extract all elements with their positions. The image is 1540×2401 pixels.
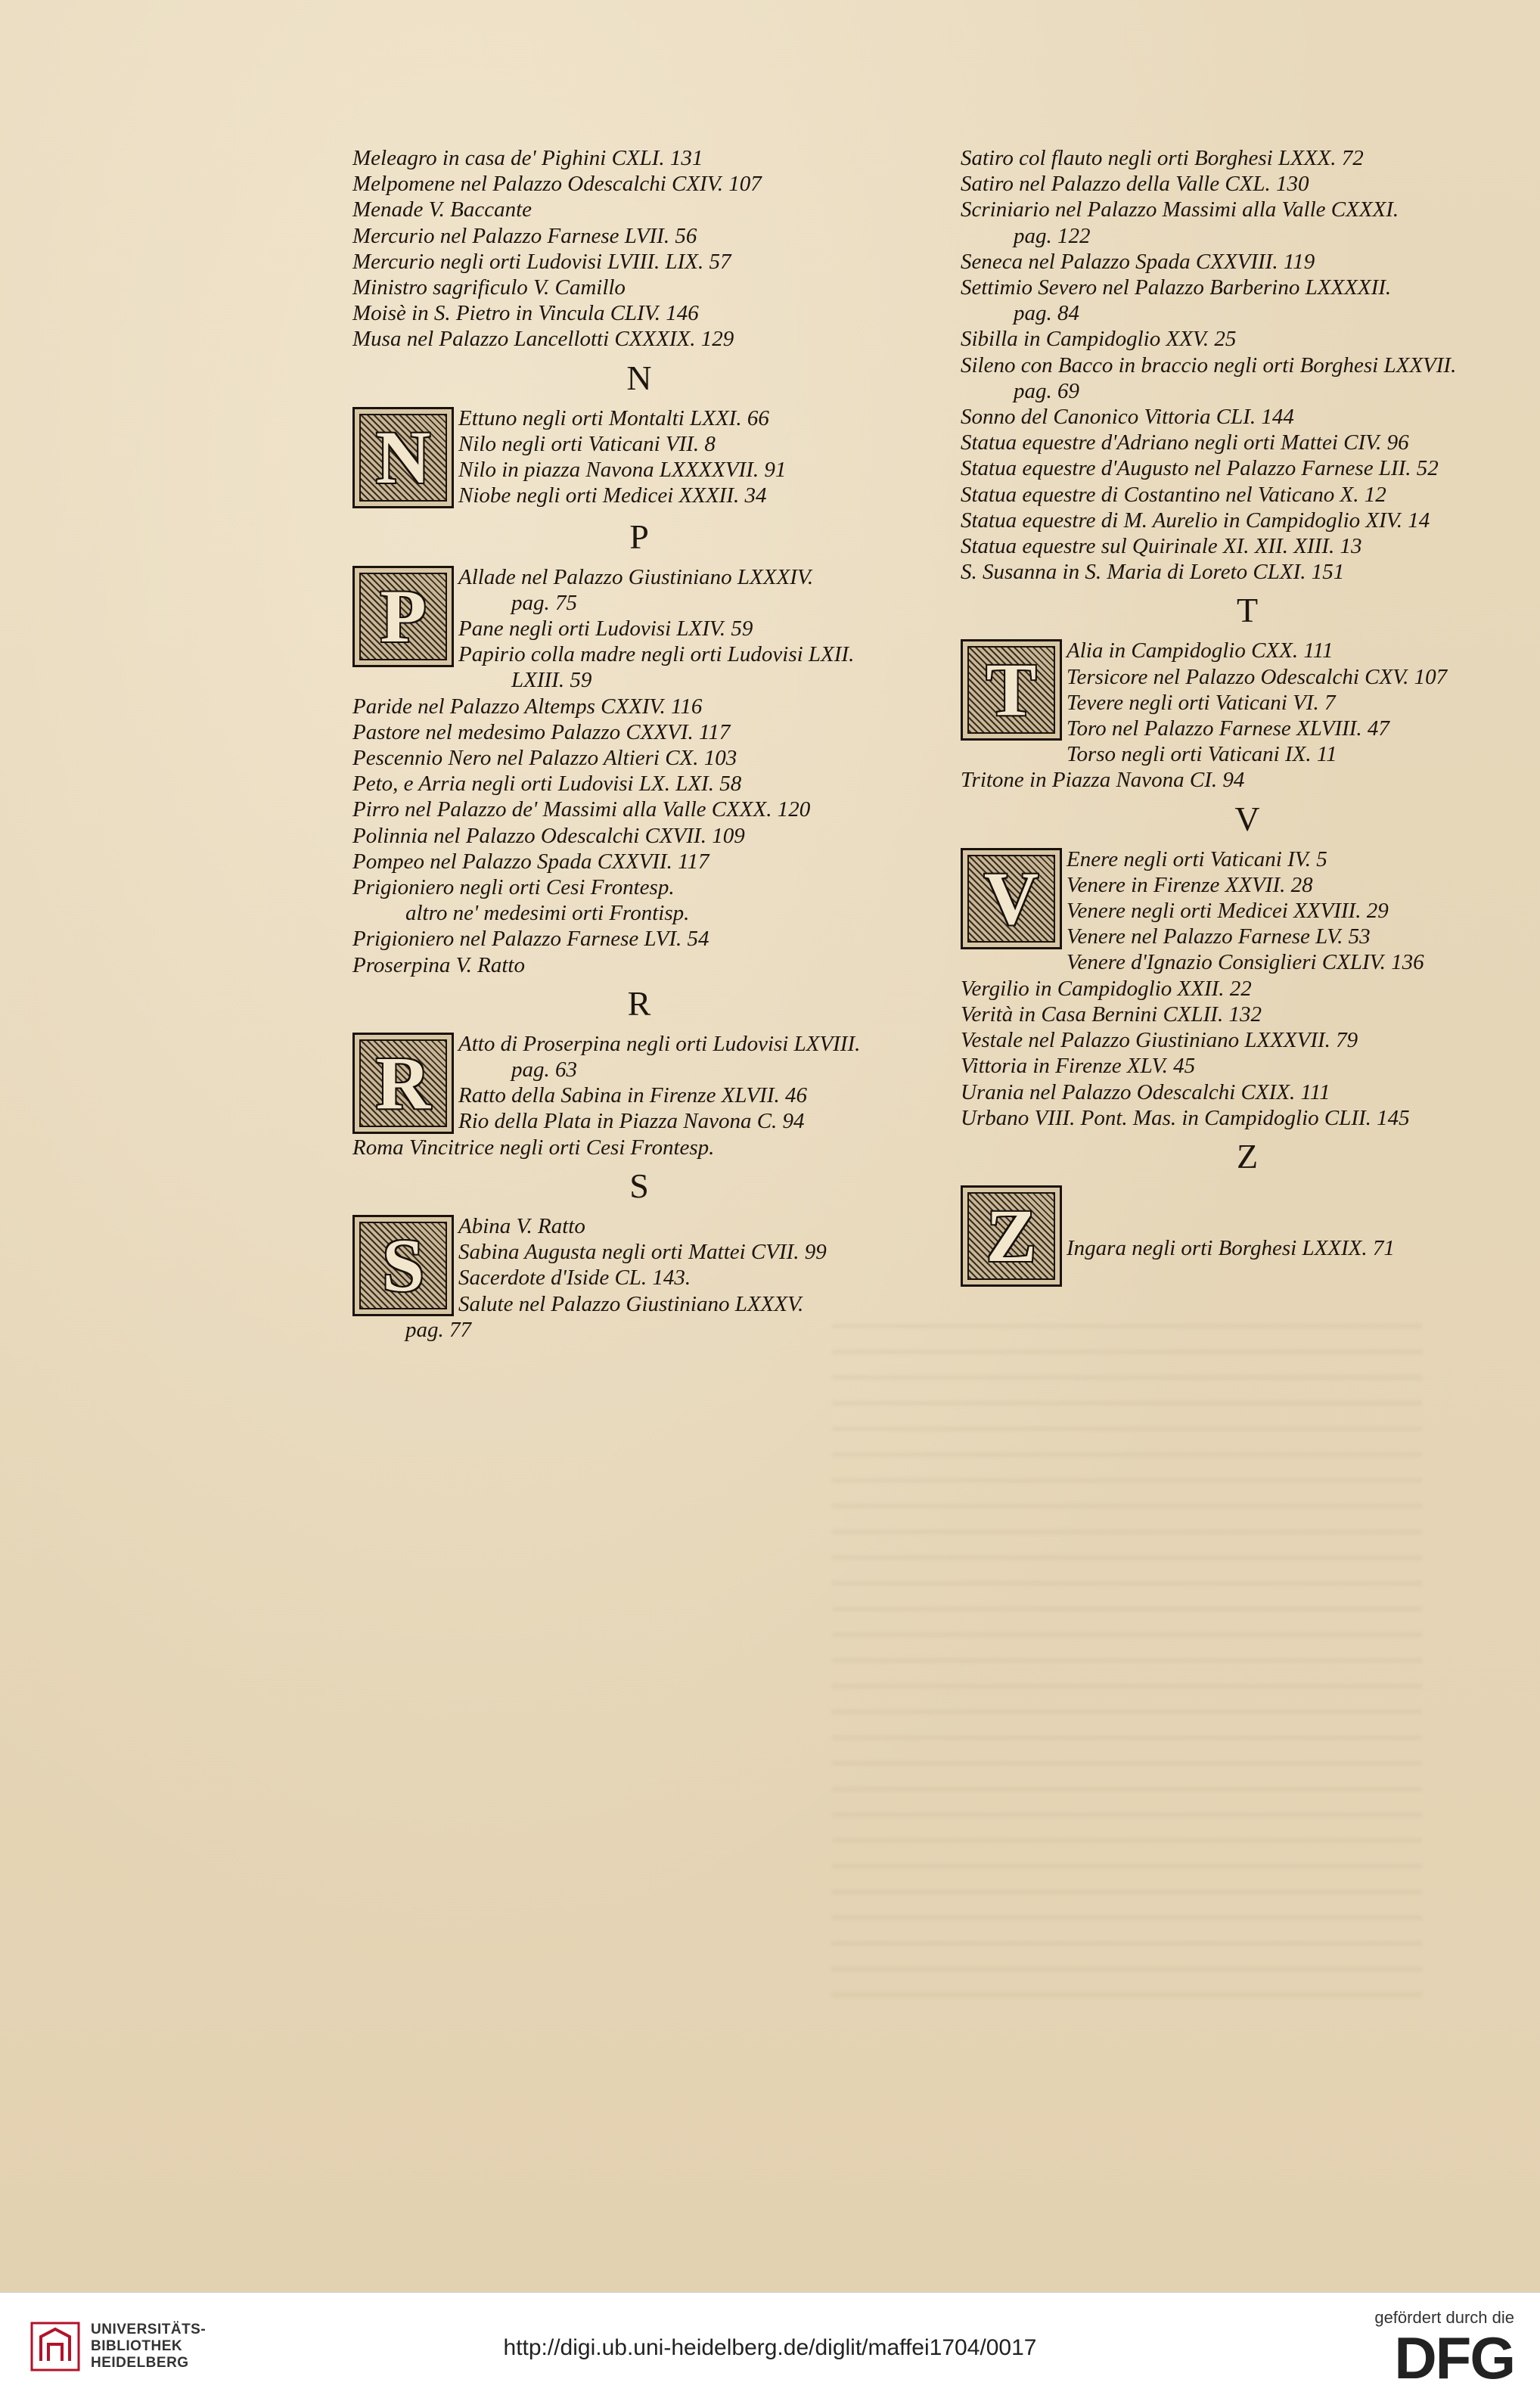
section-t [961, 638, 1535, 793]
index-entry: Peto, e Arria negli orti Ludovisi LX. LXI. 58 [352, 772, 742, 797]
decorated-initial-p: P [352, 566, 454, 667]
index-entry: Prigioniero nel Palazzo Farnese LVI. 54 [352, 927, 709, 952]
index-entry: Rio della Plata in Piazza Navona C. 94 [458, 1109, 805, 1134]
section-p [352, 564, 927, 978]
index-entry: Statua equestre d'Adriano negli orti Mattei CIV. 96 [961, 430, 1409, 455]
decorated-initial-r: R [352, 1033, 454, 1134]
index-entry: Alia in Campidoglio CXX. 111 [1067, 638, 1334, 663]
index-entry: Papirio colla madre negli orti Ludovisi LXII. [458, 642, 855, 667]
section-heading-s: S [629, 1166, 650, 1205]
index-entry-continuation: pag. 77 [405, 1317, 471, 1342]
section-heading-v: V [1234, 799, 1262, 838]
index-entry: Verità in Casa Bernini CXLII. 132 [961, 1002, 1262, 1027]
index-entry: Ratto della Sabina in Firenze XLVII. 46 [458, 1083, 807, 1108]
decorated-initial-z: Z [961, 1185, 1062, 1287]
index-entry: Meleagro in casa de' Pighini CXLI. 131 [352, 146, 703, 170]
index-entry: Musa nel Palazzo Lancellotti CXXXIX. 129 [352, 327, 734, 352]
index-entry: Mercurio negli orti Ludovisi LVIII. LIX. 57 [352, 249, 731, 274]
index-entry: S. Susanna in S. Maria di Loreto CLXI. 151 [961, 560, 1345, 585]
index-entry: Seneca nel Palazzo Spada CXXVIII. 119 [961, 249, 1315, 274]
index-entry: Sonno del Canonico Vittoria CLI. 144 [961, 405, 1294, 430]
section-n [352, 405, 927, 511]
index-entry: Statua equestre di M. Aurelio in Campidoglio XIV. 14 [961, 508, 1430, 533]
show-through-ghost-text [832, 1324, 1422, 2005]
index-entry: Sacerdote d'Iside CL. 143. [458, 1266, 691, 1291]
index-entry: Ingara negli orti Borghesi LXXIX. 71 [1067, 1235, 1395, 1260]
index-entry: Proserpina V. Ratto [352, 952, 525, 977]
index-entry: Satiro col flauto negli orti Borghesi LXXX. 72 [961, 146, 1364, 170]
index-entry-continuation: altro ne' medesimi orti Frontisp. [405, 901, 690, 926]
index-entry: Ettuno negli orti Montalti LXXI. 66 [458, 405, 769, 430]
index-entry: Pastore nel medesimo Palazzo CXXVI. 117 [352, 719, 731, 744]
section-s [352, 1213, 927, 1343]
decorated-initial-n: N [352, 407, 454, 508]
index-entry: Melpomene nel Palazzo Odescalchi CXIV. 107 [352, 172, 762, 197]
library-name-line: HEIDELBERG [91, 2355, 189, 2371]
index-column-left [352, 145, 927, 1343]
section-v [961, 846, 1535, 1131]
index-entry: Sabina Augusta negli orti Mattei CVII. 99 [458, 1240, 827, 1265]
funder-logo[interactable] [1374, 2308, 1514, 2391]
index-entry: Vergilio in Campidoglio XXII. 22 [961, 976, 1252, 1001]
index-entry: Vestale nel Palazzo Giustiniano LXXXVII. 79 [961, 1028, 1358, 1053]
index-entry-continuation: LXIII. 59 [511, 668, 592, 693]
index-entry: Scriniario nel Palazzo Massimi alla Valle CXXXI. [961, 197, 1399, 222]
index-entry: Prigioniero negli orti Cesi Frontesp. [352, 875, 675, 900]
index-entry: Atto di Proserpina negli orti Ludovisi LXVIII. [458, 1031, 861, 1056]
dfg-logo-text: DFG [1394, 2325, 1514, 2391]
library-name-line: BIBLIOTHEK [91, 2338, 183, 2354]
index-entry: Statua equestre d'Augusto nel Palazzo Farnese LII. 52 [961, 456, 1439, 481]
section-heading-t: T [1236, 591, 1260, 630]
index-entry-continuation: pag. 84 [1014, 301, 1079, 326]
index-entry: Nilo in piazza Navona LXXXXVII. 91 [458, 458, 787, 483]
index-entry: Vittoria in Firenze XLV. 45 [961, 1054, 1196, 1079]
index-entry: Tersicore nel Palazzo Odescalchi CXV. 107 [1067, 664, 1448, 689]
index-entry: Abina V. Ratto [458, 1213, 585, 1238]
section-heading-p: P [629, 517, 650, 556]
section-heading-n: N [626, 358, 654, 397]
m-entries [352, 145, 927, 353]
library-name-line: UNIVERSITÄTS- [91, 2322, 206, 2337]
index-entry: Enere negli orti Vaticani IV. 5 [1067, 846, 1327, 871]
index-entry: Urbano VIII. Pont. Mas. in Campidoglio CLII. 145 [961, 1105, 1410, 1130]
index-entry: Polinnia nel Palazzo Odescalchi CXVII. 109 [352, 823, 745, 848]
index-column-right [961, 145, 1535, 1290]
index-entry-continuation: pag. 122 [1014, 223, 1091, 248]
index-entry: Tevere negli orti Vaticani VI. 7 [1067, 690, 1336, 715]
index-entry: Urania nel Palazzo Odescalchi CXIX. 111 [961, 1079, 1330, 1104]
index-entry: Toro nel Palazzo Farnese XLVIII. 47 [1067, 716, 1389, 741]
index-entry: Paride nel Palazzo Altemps CXXIV. 116 [352, 694, 703, 719]
index-entry: Ministro sagrificulo V. Camillo [352, 275, 626, 300]
index-entry: Statua equestre sul Quirinale XI. XII. XIII. 13 [961, 534, 1362, 559]
decorated-initial-s: S [352, 1215, 454, 1316]
decorated-initial-t: T [961, 639, 1062, 741]
index-entry: Statua equestre di Costantino nel Vaticano X. 12 [961, 482, 1386, 507]
index-entry: Niobe negli orti Medicei XXXII. 34 [458, 483, 767, 508]
index-entry: Moisè in S. Pietro in Vincula CLIV. 146 [352, 301, 699, 326]
index-entry: Pompeo nel Palazzo Spada CXXVII. 117 [352, 849, 709, 874]
index-entry-continuation: pag. 75 [511, 590, 577, 615]
section-z [961, 1184, 1535, 1290]
index-entry: Pescennio Nero nel Palazzo Altieri CX. 103 [352, 746, 737, 771]
index-entry: Roma Vincitrice negli orti Cesi Frontesp. [352, 1135, 715, 1160]
index-entry-continuation: pag. 69 [1014, 378, 1079, 403]
index-entry: Sileno con Bacco in braccio negli orti Borghesi LXXVII. [961, 353, 1457, 377]
index-entry: Venere d'Ignazio Consiglieri CXLIV. 136 [1067, 950, 1424, 975]
index-entry: Settimio Severo nel Palazzo Barberino LXXXXII. [961, 275, 1392, 300]
index-entry: Venere negli orti Medicei XXVIII. 29 [1067, 899, 1389, 924]
viewer-footer [0, 2292, 1540, 2401]
index-entry: Allade nel Palazzo Giustiniano LXXXIV. [458, 564, 814, 589]
section-heading-r: R [627, 983, 653, 1023]
index-entry: Salute nel Palazzo Giustiniano LXXXV. [458, 1291, 804, 1316]
index-entry: Venere nel Palazzo Farnese LV. 53 [1067, 924, 1371, 949]
index-entry: Satiro nel Palazzo della Valle CXL. 130 [961, 172, 1309, 197]
index-entry-continuation: pag. 63 [511, 1058, 577, 1082]
index-entry: Mercurio nel Palazzo Farnese LVII. 56 [352, 223, 697, 248]
funder-caption: gefördert durch die [1374, 2308, 1514, 2327]
section-r [352, 1031, 927, 1160]
section-heading-z: Z [1236, 1136, 1260, 1176]
index-entry: Nilo negli orti Vaticani VII. 8 [458, 431, 716, 456]
permalink-url[interactable]: http://digi.ub.uni-heidelberg.de/diglit/maffei1704/0017 [503, 2335, 1037, 2360]
index-entry: Torso negli orti Vaticani IX. 11 [1067, 742, 1337, 767]
decorated-initial-v: V [961, 848, 1062, 949]
index-entry: Venere in Firenze XXVII. 28 [1067, 872, 1313, 897]
s-entries-continued [961, 145, 1535, 585]
index-entry: Menade V. Baccante [352, 197, 532, 222]
index-entry: Pane negli orti Ludovisi LXIV. 59 [458, 617, 753, 641]
index-entry: Sibilla in Campidoglio XXV. 25 [961, 327, 1237, 352]
index-entry: Tritone in Piazza Navona CI. 94 [961, 768, 1245, 793]
index-entry: Pirro nel Palazzo de' Massimi alla Valle CXXX. 120 [352, 797, 811, 822]
